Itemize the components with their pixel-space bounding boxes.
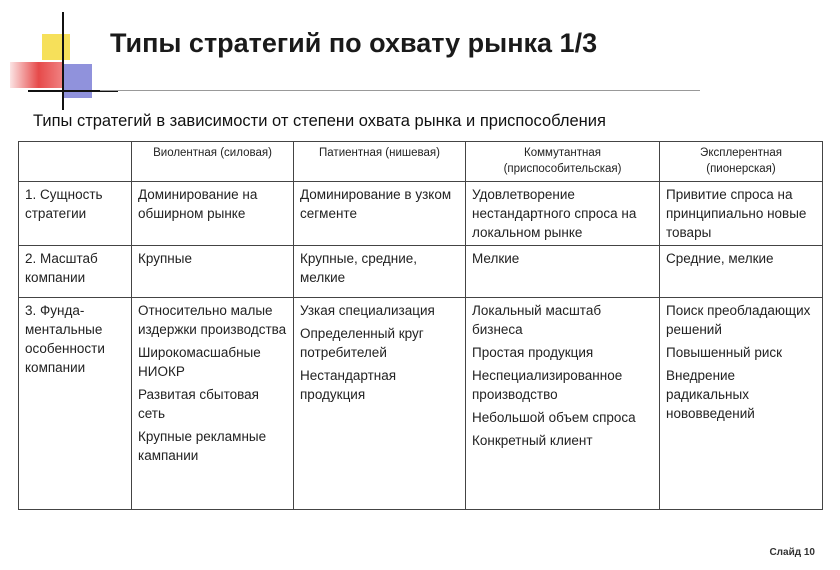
table-cell	[466, 182, 660, 246]
table-cell	[132, 298, 294, 510]
table-row	[19, 298, 823, 510]
cell-item: Поиск преобладающих решений	[666, 303, 811, 337]
cell-item: Относительно малые издержки производства	[138, 303, 287, 337]
table-cell	[132, 246, 294, 298]
table-cell	[466, 246, 660, 298]
header-violent: Виолентная (силовая)	[132, 142, 294, 182]
strategy-table	[18, 141, 823, 510]
cell-item: Крупные, средние, мелкие	[300, 251, 418, 285]
cell-item: Средние, мелкие	[666, 251, 774, 266]
row-label: 2. Масштаб компании	[19, 246, 132, 298]
table-header-row	[19, 142, 823, 182]
cell-item: Небольшой объем спроса	[472, 410, 636, 425]
cell-item: Развитая сбытовая сеть	[138, 387, 259, 421]
header-patient: Патиентная (нишевая)	[294, 142, 466, 182]
yellow-square	[42, 34, 70, 60]
cell-item: Крупные	[138, 251, 192, 266]
cell-item: Конкретный клиент	[472, 433, 593, 448]
cell-item: Определенный круг потребителей	[300, 326, 424, 360]
cell-item: Крупные рекламные кампании	[138, 429, 267, 463]
table-row	[19, 246, 823, 298]
slide-subtitle: Типы стратегий в зависимости от степени охвата рынка и приспособления	[33, 112, 606, 130]
table-cell	[294, 246, 466, 298]
row-label: 3. Фунда-ментальные особенности компании	[19, 298, 132, 510]
cell-item: Доминирование на обширном рынке	[138, 187, 258, 221]
cell-item: Доминирование в узком сегменте	[300, 187, 452, 221]
cell-item: Повышенный риск	[666, 345, 783, 360]
table-cell	[294, 182, 466, 246]
cell-item: Нестандартная продукция	[300, 368, 397, 402]
row-label: 1. Сущность стратегии	[19, 182, 132, 246]
cell-item: Широкомасшабные НИОКР	[138, 345, 261, 379]
header-commutant: Коммутантная (приспособительская)	[466, 142, 660, 182]
red-square	[10, 62, 62, 88]
slide-title: Типы стратегий по охвату рынка 1/3	[110, 28, 598, 58]
header-cell-empty	[19, 142, 132, 182]
cell-item: Мелкие	[472, 251, 520, 266]
table-cell	[660, 182, 823, 246]
table-cell	[660, 298, 823, 510]
table-cell	[466, 298, 660, 510]
table-cell	[294, 298, 466, 510]
cell-item: Узкая специализация	[300, 303, 435, 318]
title-underline	[100, 90, 700, 91]
table-cell	[132, 182, 294, 246]
blue-square	[62, 64, 92, 98]
cell-item: Неспециализированное производство	[472, 368, 623, 402]
cell-item: Удовлетворение нестандартного спроса на локальном рынке	[472, 187, 637, 240]
cell-item: Простая продукция	[472, 345, 594, 360]
vertical-line	[62, 12, 64, 110]
header-explerent: Эксплерентная (пионерская)	[660, 142, 823, 182]
decorative-logo	[0, 0, 120, 120]
slide-number: Слайд 10	[769, 547, 815, 558]
table-row	[19, 182, 823, 246]
cell-item: Локальный масштаб бизнеса	[472, 303, 602, 337]
table-cell	[660, 246, 823, 298]
cell-item: Привитие спроса на принципиально новые товары	[666, 187, 807, 240]
cell-item: Внедрение радикальных нововведений	[666, 368, 755, 421]
